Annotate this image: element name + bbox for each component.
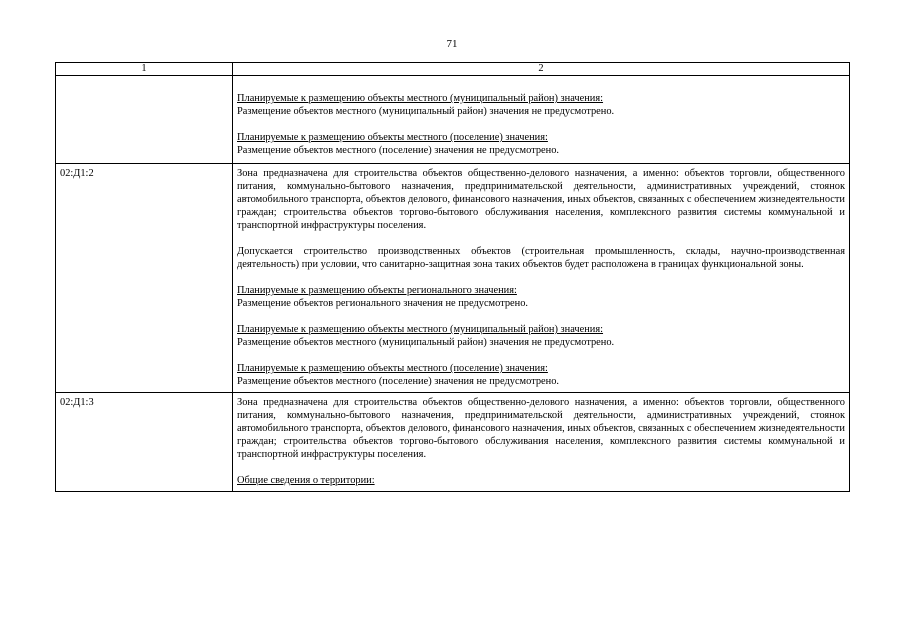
paragraph bbox=[237, 284, 845, 310]
zone-description-cell bbox=[233, 393, 850, 492]
section-heading: Планируемые к размещению объекты местного (муниципальный район) значения: bbox=[237, 93, 604, 104]
section-text: Размещение объектов регионального значения не предусмотрено. bbox=[237, 298, 529, 309]
section-text: Размещение объектов местного (поселение) значения не предусмотрено. bbox=[237, 376, 560, 387]
zone-code-cell bbox=[56, 76, 233, 164]
section-heading: Планируемые к размещению объекты местного (поселение) значения: bbox=[237, 363, 548, 374]
zone-code-cell: 02:Д1:3 bbox=[56, 393, 233, 492]
table-row bbox=[56, 393, 850, 492]
column-header-2: 2 bbox=[233, 63, 850, 76]
paragraph bbox=[237, 323, 845, 349]
paragraph: Допускается строительство производственных объектов (строительная промышленность, склады, научно-производственная деятельность) при условии, что санитарно-защитная зона таких объектов будет расположена в границах функциональной зоны. bbox=[237, 246, 845, 270]
section-text: Размещение объектов местного (поселение) значения не предусмотрено. bbox=[237, 145, 560, 156]
page-number: 71 bbox=[446, 38, 458, 50]
zone-code-cell: 02:Д1:2 bbox=[56, 164, 233, 393]
zones-table bbox=[55, 62, 850, 492]
paragraph bbox=[237, 362, 845, 388]
paragraph: Зона предназначена для строительства объектов общественно-делового назначения, а именно: объектов торговли, общественного питания, коммунально-бытового назначения, предпринимательской деятельности, административных учреждений, стоянок автомобильного транспорта, объектов делового, финансового назначения, иных объектов, связанных с обеспечением жизнедеятельности граждан; строительства объектов торгово-бытового обслуживания населения, комплексного развития системы коммунальной и транспортной инфраструктуры поселения. bbox=[237, 397, 845, 460]
paragraph bbox=[237, 474, 845, 487]
column-header-1: 1 bbox=[56, 63, 233, 76]
section-heading: Общие сведения о территории: bbox=[237, 475, 375, 486]
zone-description-cell bbox=[233, 76, 850, 164]
table-header-row bbox=[56, 63, 850, 76]
paragraph bbox=[237, 92, 845, 118]
table-row bbox=[56, 164, 850, 393]
section-text: Размещение объектов местного (муниципальный район) значения не предусмотрено. bbox=[237, 337, 615, 348]
section-heading: Планируемые к размещению объекты регионального значения: bbox=[237, 285, 517, 296]
paragraph: Зона предназначена для строительства объектов общественно-делового назначения, а именно: объектов торговли, общественного питания, коммунально-бытового назначения, предпринимательской деятельности, административных учреждений, стоянок автомобильного транспорта, объектов делового, финансового назначения, иных объектов, связанных с обеспечением жизнедеятельности граждан; строительства объектов торгово-бытового обслуживания населения, комплексного развития системы коммунальной и транспортной инфраструктуры поселения. bbox=[237, 168, 845, 231]
section-heading: Планируемые к размещению объекты местного (муниципальный район) значения: bbox=[237, 324, 604, 335]
zone-description-cell bbox=[233, 164, 850, 393]
paragraph bbox=[237, 131, 845, 157]
section-text: Размещение объектов местного (муниципальный район) значения не предусмотрено. bbox=[237, 106, 615, 117]
section-heading: Планируемые к размещению объекты местного (поселение) значения: bbox=[237, 132, 548, 143]
table-row bbox=[56, 76, 850, 164]
